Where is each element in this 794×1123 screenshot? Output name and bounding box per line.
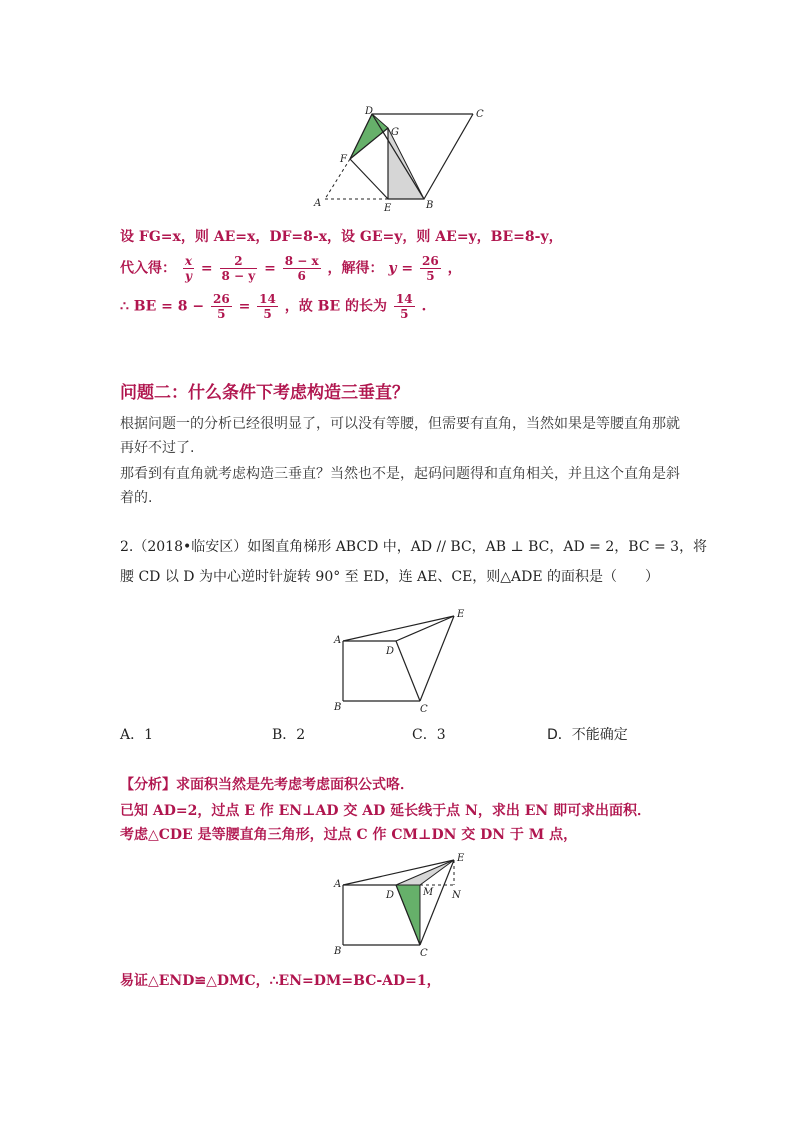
label-A: A: [334, 879, 342, 890]
fraction: $\frac{14}{5}$: [259, 292, 276, 321]
label-A: A: [314, 198, 322, 209]
section-heading: 问题二：什么条件下考虑构造三垂直？: [120, 383, 409, 403]
label-C: C: [420, 948, 428, 959]
paragraph-2: 那看到有直角就考虑构造三垂直？当然也不是，起码问题得和直角相关，并且这个直角是斜着的.: [120, 466, 680, 506]
label-G: G: [391, 127, 399, 138]
figure-3-construction: [330, 848, 475, 960]
gray-triangle: [388, 128, 424, 199]
label-E: E: [384, 203, 392, 214]
option-d[interactable]: D．不能确定: [547, 727, 628, 743]
problem-line-2: 腰 CD 以 D 为中心逆时针旋转 90° 至 ED，连 AE、CE，则△ADE 的面积是（ ）: [120, 569, 660, 585]
label-N: N: [452, 890, 461, 901]
label-E: E: [457, 853, 465, 864]
analysis-line-1: 【分析】求面积当然是先考虑考虑面积公式咯．: [120, 777, 414, 793]
solution-line-1: 设 FG=x，则 AE=x，DF=8-x，设 GE=y，则 AE=y，BE=8-y，: [120, 229, 563, 245]
fraction: $\frac{14}{5}$: [395, 292, 413, 321]
conclusion-line: 易证△END≌△DMC，∴EN=DM=BC-AD=1，: [120, 973, 441, 989]
fraction: $\frac{x}{y}$: [184, 254, 193, 283]
fraction: $\frac{8 - x}{6}$: [284, 254, 319, 283]
fraction: $\frac{2}{8 - y}$: [221, 254, 256, 283]
figure-1-parallelogram: [305, 102, 495, 214]
label-B: B: [426, 200, 434, 211]
label-E: E: [457, 609, 465, 620]
fraction: $\frac{26}{5}$: [212, 292, 230, 321]
label-D: D: [386, 646, 395, 657]
solution-line-3: ∴ BE = 8 − $\frac{26}{5}$ = $\frac{14}{5}$ ，故 BE 的长为 $\frac{14}{5}$ .: [120, 292, 427, 321]
label-F: F: [340, 154, 347, 165]
figure-2-trapezoid: [330, 604, 475, 716]
label-D: D: [365, 106, 374, 117]
solution-line-2: 代入得： $\frac{x}{y}$ = $\frac{2}{8 - y}$ = $\frac{8 - x}{6}$ ，解得： y = $\frac{26}{5}$ ，: [120, 254, 462, 283]
label-D: D: [386, 890, 395, 901]
paragraph-1: 根据问题一的分析已经很明显了，可以没有等腰，但需要有直角，当然如果是等腰直角那就再好不过了.: [120, 416, 680, 456]
analysis-line-3: 考虑△CDE 是等腰直角三角形，过点 C 作 CM⊥DN 交 DN 于 M 点，: [120, 827, 578, 843]
label-A: A: [334, 635, 342, 646]
option-c[interactable]: C．3: [412, 727, 446, 743]
label-C: C: [420, 704, 428, 715]
option-b[interactable]: B．2: [272, 727, 306, 743]
analysis-line-2: 已知 AD=2，过点 E 作 EN⊥AD 交 AD 延长线于点 N，求出 EN 即可求出面积．: [120, 803, 652, 819]
label-B: B: [334, 702, 342, 713]
label-B: B: [334, 946, 342, 957]
label-M: M: [423, 887, 434, 898]
option-a[interactable]: A．1: [120, 727, 154, 743]
label-C: C: [476, 109, 484, 120]
problem-line-1: 2.（2018•临安区）如图直角梯形 ABCD 中，AD // BC，AB ⊥ BC，AD = 2，BC = 3，将: [120, 539, 708, 555]
fraction: $\frac{26}{5}$: [422, 254, 439, 283]
